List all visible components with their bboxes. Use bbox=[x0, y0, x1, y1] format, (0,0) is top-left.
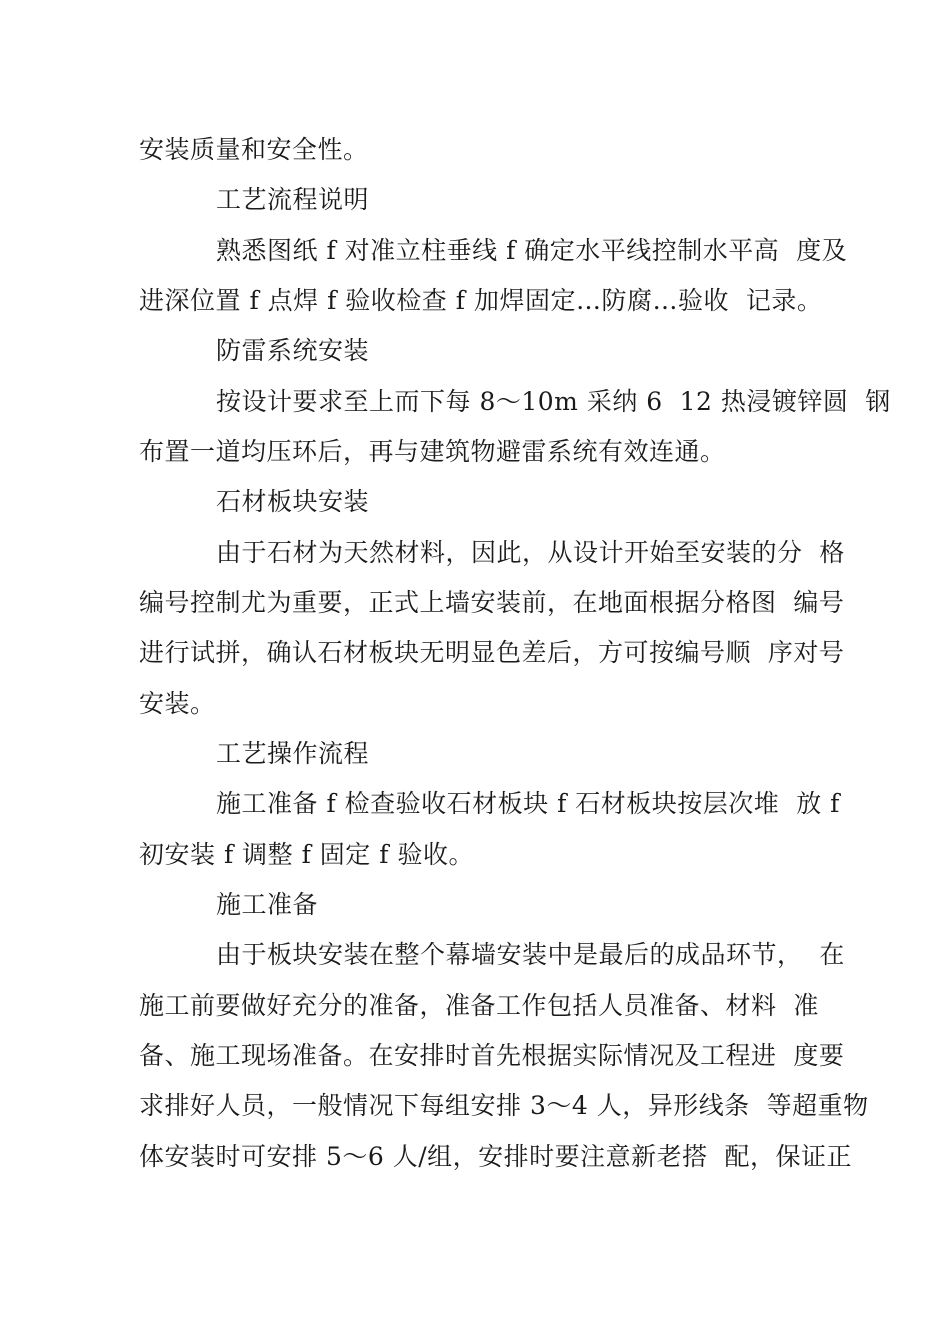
text-line: 按设计要求至上而下每 8〜10m 采纳 6 12 热浸镀锌圆 钢 bbox=[216, 387, 891, 416]
text-line: 体安装时可安排 5〜6 人/组，安排时要注意新老搭 配，保证正 bbox=[139, 1142, 853, 1171]
section-heading: 工艺操作流程 bbox=[216, 739, 370, 768]
text-line: 由于石材为天然材料，因此，从设计开始至安装的分 格 bbox=[216, 538, 845, 567]
text-line: 施工前要做好充分的准备，准备工作包括人员准备、材料 准 bbox=[139, 991, 819, 1020]
section-heading: 石材板块安装 bbox=[216, 487, 370, 516]
text-line: 安装质量和安全性。 bbox=[139, 135, 369, 164]
text-line: 进深位置 f 点焊 f 验收检查 f 加焊固定…防腐…验收 记录。 bbox=[139, 286, 823, 315]
text-line: 进行试拼，确认石材板块无明显色差后，方可按编号顺 序对号 bbox=[139, 638, 845, 667]
text-line: 布置一道均压环后，再与建筑物避雷系统有效连通。 bbox=[139, 437, 726, 466]
text-line: 编号控制尤为重要，正式上墙安装前，在地面根据分格图 编号 bbox=[139, 588, 845, 617]
section-heading: 工艺流程说明 bbox=[216, 185, 370, 214]
text-line: 施工准备 f 检查验收石材板块 f 石材板块按层次堆 放 f bbox=[216, 789, 840, 818]
section-heading: 防雷系统安装 bbox=[216, 336, 370, 365]
text-line: 求排好人员，一般情况下每组安排 3〜4 人，异形线条 等超重物 bbox=[139, 1091, 869, 1120]
text-line: 初安装 f 调整 f 固定 f 验收。 bbox=[139, 840, 474, 869]
text-line: 由于板块安装在整个幕墙安装中是最后的成品环节， 在 bbox=[216, 940, 845, 969]
text-line: 熟悉图纸 f 对准立柱垂线 f 确定水平线控制水平高 度及 bbox=[216, 236, 848, 265]
text-line: 备、施工现场准备。在安排时首先根据实际情况及工程进 度要 bbox=[139, 1041, 845, 1070]
text-line: 安装。 bbox=[139, 689, 216, 718]
section-heading: 施工准备 bbox=[216, 890, 319, 919]
